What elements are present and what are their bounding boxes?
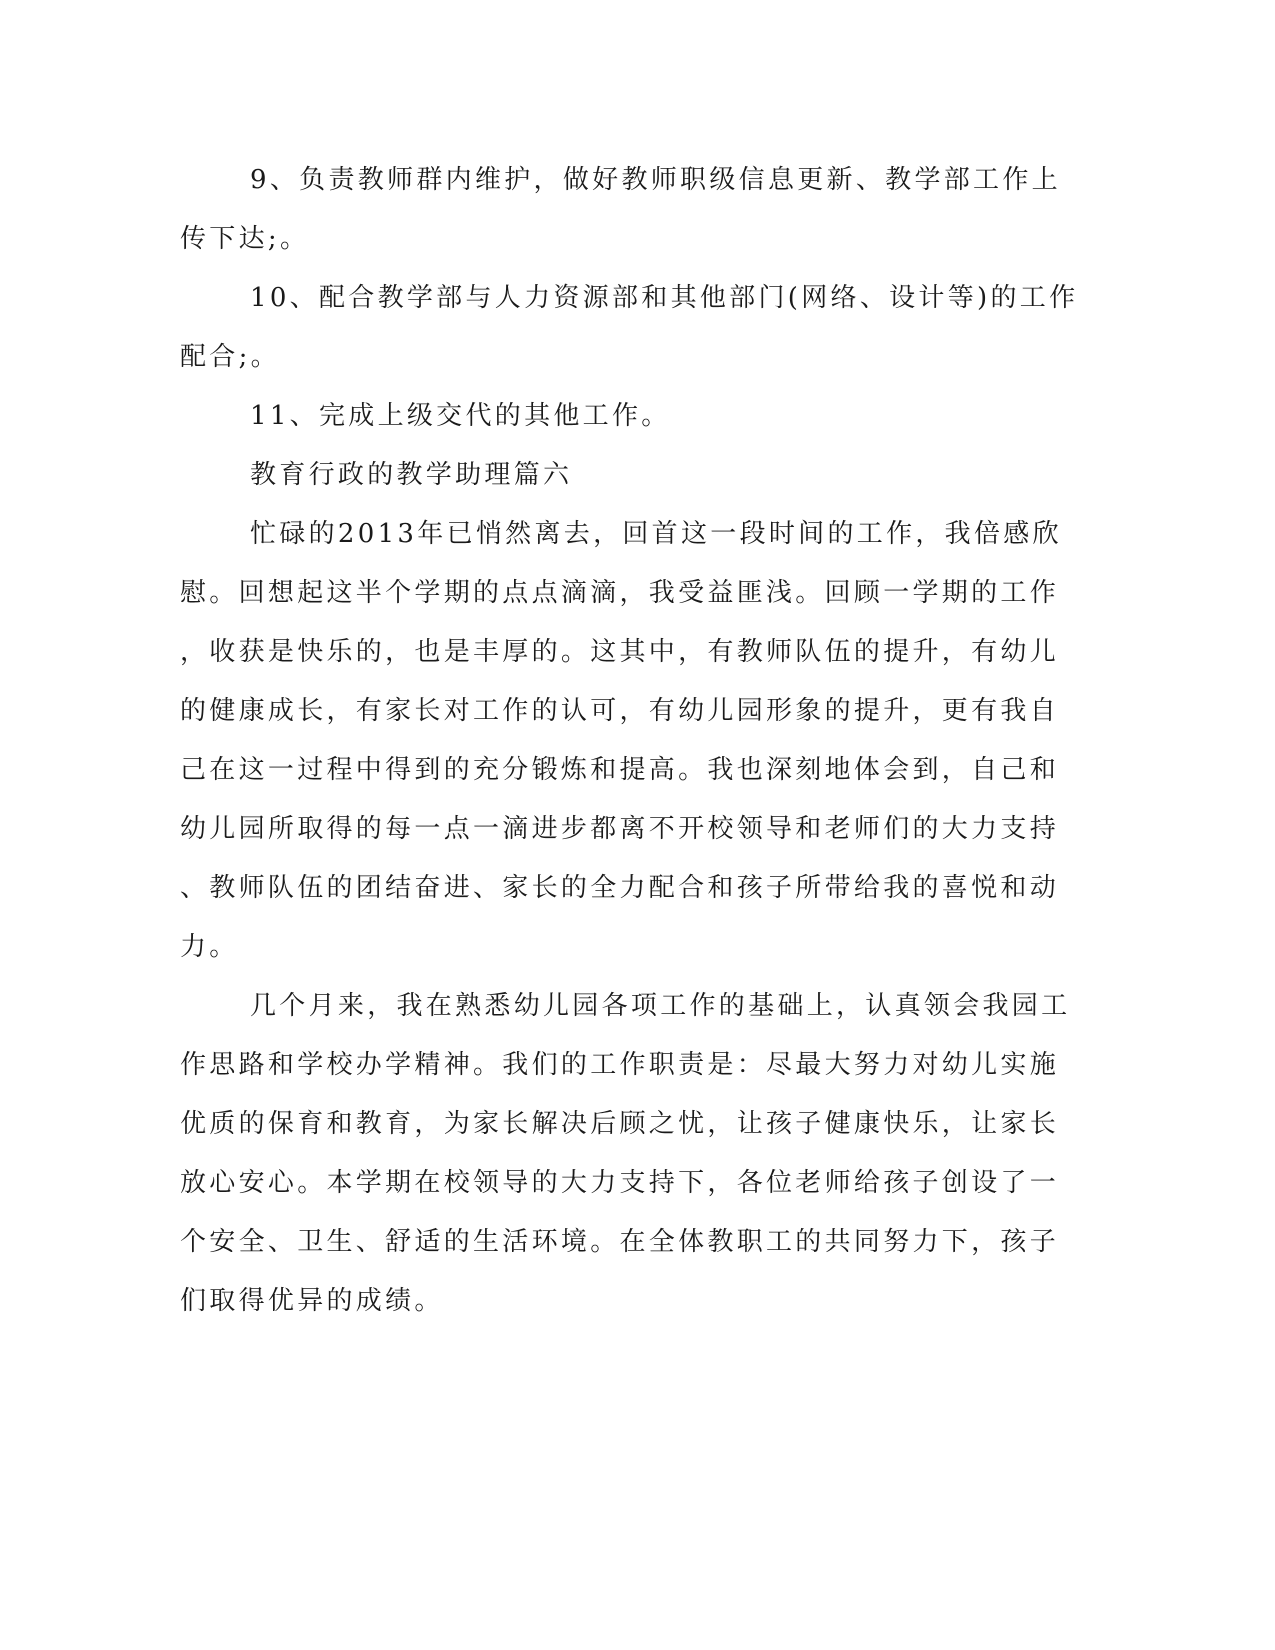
paragraph-line: 的健康成长，有家长对工作的认可，有幼儿园形象的提升，更有我自 xyxy=(180,696,1060,726)
paragraph-line: 传下达;。 xyxy=(180,224,310,254)
paragraph-line: 、教师队伍的团结奋进、家长的全力配合和孩子所带给我的喜悦和动 xyxy=(180,873,1060,903)
paragraph-line: 11、完成上级交代的其他工作。 xyxy=(250,401,671,431)
paragraph-line: 力。 xyxy=(180,932,239,962)
section-heading: 教育行政的教学助理篇六 xyxy=(250,460,573,490)
paragraph-line: 几个月来，我在熟悉幼儿园各项工作的基础上，认真领会我园工 xyxy=(250,991,1071,1021)
paragraph-line: 放心安心。本学期在校领导的大力支持下，各位老师给孩子创设了一 xyxy=(180,1168,1060,1198)
paragraph-line: 幼儿园所取得的每一点一滴进步都离不开校领导和老师们的大力支持 xyxy=(180,814,1060,844)
paragraph-line: ，收获是快乐的，也是丰厚的。这其中，有教师队伍的提升，有幼儿 xyxy=(180,637,1060,667)
paragraph-line: 10、配合教学部与人力资源部和其他部门(网络、设计等)的工作 xyxy=(250,283,1079,313)
paragraph-line: 己在这一过程中得到的充分锻炼和提高。我也深刻地体会到，自己和 xyxy=(180,755,1060,785)
paragraph-line: 配合;。 xyxy=(180,342,280,372)
paragraph-line: 个安全、卫生、舒适的生活环境。在全体教职工的共同努力下，孩子 xyxy=(180,1227,1060,1257)
paragraph-line: 忙碌的2013年已悄然离去，回首这一段时间的工作，我倍感欣 xyxy=(250,519,1062,549)
paragraph-line: 9、负责教师群内维护，做好教师职级信息更新、教学部工作上 xyxy=(250,165,1061,195)
paragraph-line: 们取得优异的成绩。 xyxy=(180,1286,444,1316)
paragraph-line: 慰。回想起这半个学期的点点滴滴，我受益匪浅。回顾一学期的工作 xyxy=(180,578,1060,608)
paragraph-line: 优质的保育和教育，为家长解决后顾之忧，让孩子健康快乐，让家长 xyxy=(180,1109,1060,1139)
paragraph-line: 作思路和学校办学精神。我们的工作职责是：尽最大努力对幼儿实施 xyxy=(180,1050,1060,1080)
